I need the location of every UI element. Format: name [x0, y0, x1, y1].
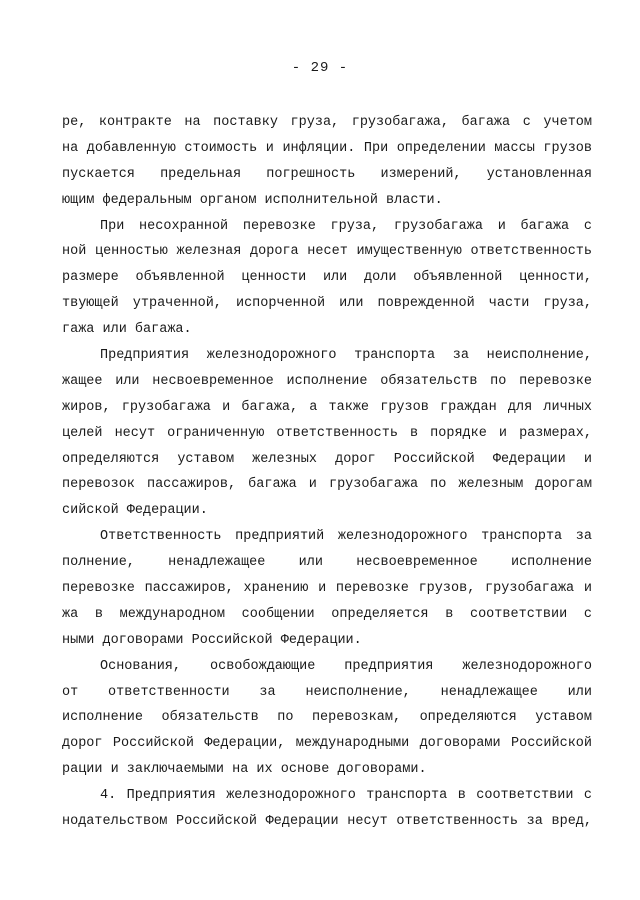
text-line: размере объявленной ценности или доли объявленной ценности,	[62, 270, 592, 286]
text-line: перевозке пассажиров, хранению и перевозке грузов, грузобагажа и	[62, 581, 592, 597]
text-line: твующей утраченной, испорченной или поврежденной части груза,	[62, 296, 592, 312]
text-line: жиров, грузобагажа и багажа, а также грузов граждан для личных	[62, 399, 592, 415]
text-line: ре, контракте на поставку груза, грузобагажа, багажа с учетом	[62, 115, 592, 130]
text-line: полнение, ненадлежащее или несвоевременное исполнение	[62, 555, 592, 571]
text-line: Ответственность предприятий железнодорожного транспорта за	[100, 529, 592, 545]
document-body	[62, 110, 592, 835]
text-line: исполнение обязательств по перевозкам, определяются уставом	[62, 710, 592, 726]
text-line: ющим федеральным органом исполнительной власти.	[62, 192, 443, 208]
text-line: гажа или багажа.	[62, 322, 192, 338]
text-line: ной ценностью железная дорога несет имущественную ответственность	[62, 244, 592, 260]
text-line: Предприятия железнодорожного транспорта за неисполнение,	[100, 348, 592, 364]
text-line: рации и заключаемыми на их основе договорами.	[62, 762, 427, 778]
text-line: целей несут ограниченную ответственность в порядке и размерах,	[62, 425, 592, 441]
text-line: нодательством Российской Федерации несут ответственность за вред,	[62, 814, 592, 830]
page-number: - 29 -	[291, 60, 349, 76]
text-line: жа в международном сообщении определяется в соответствии с	[62, 606, 592, 622]
text-line: дорог Российской Федерации, международными договорами Российской	[62, 736, 592, 752]
text-line: 4. Предприятия железнодорожного транспорта в соответствии с	[100, 788, 592, 804]
text-line: на добавленную стоимость и инфляции. При определении массы грузов	[62, 140, 592, 156]
text-line: перевозок пассажиров, багажа и грузобагажа по железным дорогам	[62, 477, 592, 493]
text-line: ными договорами Российской Федерации.	[62, 632, 362, 648]
text-line: от ответственности за неисполнение, ненадлежащее или	[62, 684, 592, 700]
text-line: сийской Федерации.	[62, 503, 208, 519]
text-line: При несохранной перевозке груза, грузобагажа и багажа с	[100, 218, 592, 234]
text-line: Основания, освобождающие предприятия железнодорожного	[100, 658, 592, 674]
text-line: определяются уставом железных дорог Российской Федерации и	[62, 451, 592, 467]
text-line: пускается предельная погрешность измерений, установленная	[62, 166, 592, 182]
text-line: жащее или несвоевременное исполнение обязательств по перевозке	[62, 373, 592, 389]
